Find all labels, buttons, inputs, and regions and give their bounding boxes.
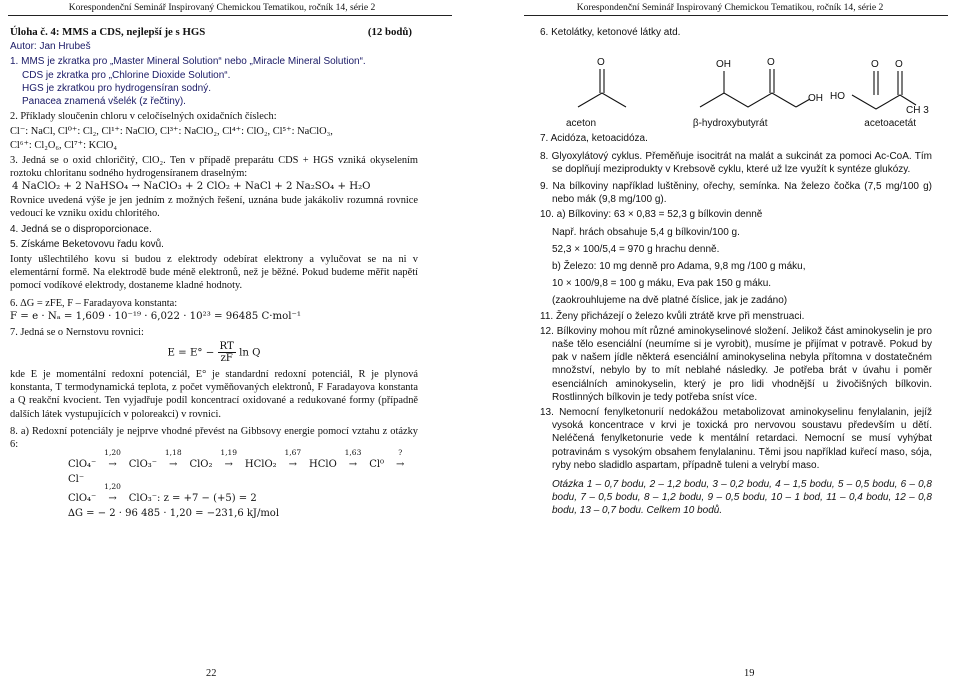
answer-2-list-2: Cl⁶⁺: Cl₂O₆, Cl⁷⁺: KClO₄ xyxy=(10,139,118,151)
equation-7-denominator: zF xyxy=(220,353,233,365)
chain-arrow-6: ? → xyxy=(387,457,413,472)
equation-7-lhs: E = E° − xyxy=(167,347,215,359)
equation-3: 4 NaClO₂ + 2 NaHSO₄ → NaClO₃ + 2 ClO₂ + NaCl + 2 Na₂SO₄ + H₂O xyxy=(12,181,371,193)
answer-r12: 12. Bílkoviny mohou mít různé aminokyselinové složení. Jelikož část aminokyselin je pro naše tělo esenciální (neumíme si je vyrobit), musíme je přijímat v potravě. Pokud by pak v našem jídle některá esenciální aminokyselina nebyla přítomna v dostatečném množství, nebylo by to mít neblahé následky. Je potřeba brát v úvahu i poměr esenciálních aminokyselin, který je pro lidi vhodnější u živočišných bílkovin. Rostlinných bílkovin je tedy potřeba sníst více. xyxy=(540,325,932,403)
label-acetoacetate: acetoacetát xyxy=(864,118,916,130)
chain-value-6: ? xyxy=(398,448,403,458)
page-header-right: Korespondenční Seminář Inspirovaný Chemickou Tematikou, ročník 14, série 2 xyxy=(576,2,884,13)
equation-7-fraction xyxy=(218,341,236,364)
header-rule-right xyxy=(524,15,948,16)
page-number-left: 22 xyxy=(206,668,217,679)
page-header-left: Korespondenční Seminář Inspirovaný Chemickou Tematikou, ročník 14, série 2 xyxy=(68,2,376,13)
chain-species-2: ClO₃⁻ xyxy=(128,459,158,471)
score-breakdown: Otázka 1 – 0,7 bodu, 2 – 1,2 bodu, 3 – 0,2 bodu, 4 – 1,5 bodu, 5 – 0,5 bodu, 6 – 0,8 bodu, 7 – 0,5 bodu, 8 – 1,2 bodu, 9 – 0,5 bodu, 10 – 1 bod, 11 – 0,4 bodu, 12 – 0,8 bodu, 13 – 0,7 bodu. Celkem 10 bodů. xyxy=(552,479,932,517)
chain-species-4: HClO₂ xyxy=(244,459,277,471)
answer-r11: 11. Ženy přicházejí o železo kvůli ztrátě krve při menstruaci. xyxy=(540,310,805,322)
chain-arrow-4: 1,67 → xyxy=(280,457,306,472)
step-species-a: ClO₄⁻ xyxy=(68,493,97,505)
chain-arrow-2: 1,18 → xyxy=(160,457,186,472)
chain-value-2: 1,18 xyxy=(164,448,182,458)
ketone-structures-svg xyxy=(540,43,932,115)
chain-value-5: 1,63 xyxy=(344,448,362,458)
answer-r13: 13. Nemocní fenylketonurií nedokážou metabolizovat aminokyselinu fenylalanin, jejíž vysoká koncentrace v krvi je toxická pro nervovou soustavu především u dětí. Neléčená fenylketonurie vede k mentální retardaci. Nemocní se musí vyhýbat potravinám s vysokým obsahem fenylalaninu. Těmi jsou například kuřecí maso, sója, ryby nebo sladidlo aspartam, případně tuleni a velrybí maso. xyxy=(540,407,932,471)
step-value: 1,20 xyxy=(104,482,121,492)
answer-r9: 9. Na bílkoviny například luštěniny, ořechy, semínka. Na železo čočka (7,5 mg/100 g) nebo mák (9,8 mg/100 g). xyxy=(540,181,932,206)
answer-2-list-1: Cl⁻: NaCl, Cl⁰⁺: Cl₂, Cl¹⁺: NaClO, Cl³⁺: NaClO₂, Cl⁴⁺: ClO₂, Cl⁵⁺: NaClO₃, xyxy=(10,126,333,138)
chain-species-5: HClO xyxy=(309,459,337,471)
chain-value-1: 1,20 xyxy=(104,448,121,458)
answer-1d: Panacea znamená všelék (z řečtiny). xyxy=(22,96,186,108)
ketone-structures xyxy=(540,43,932,115)
chain-value-3: 1,19 xyxy=(220,448,238,458)
task-title-text: Úloha č. 4: MMS a CDS, nejlepší je s HGS xyxy=(10,26,206,38)
answer-1b: CDS je zkratka pro „Chlorine Dioxide Solution“. xyxy=(22,69,231,81)
answer-7: 7. Jedná se o Nernstovu rovnici: xyxy=(10,326,144,338)
acetone-o-label: O xyxy=(597,57,605,69)
answer-5b: Ionty ušlechtilého kovu si budou z elektrody odebírat elektrony a vylučovat se na ni v elementární formě. Na elektrodě bude méně elektronů, než je běžné. Pokud budeme měřit napětí pomocí vodíkové elektrody, dostaneme kladné hodnoty. xyxy=(10,254,418,292)
answer-r10c: 52,3 × 100/5,4 = 970 g hrachu denně. xyxy=(552,243,720,255)
author-line: Autor: Jan Hrubeš xyxy=(10,41,91,53)
answer-1a: 1. MMS je zkratka pro „Master Mineral Solution“ nebo „Miracle Mineral Solution“. xyxy=(10,56,366,68)
equation-7 xyxy=(10,341,418,364)
right-page-column xyxy=(540,26,932,518)
potential-chain xyxy=(10,448,418,487)
answer-r10b: Např. hrách obsahuje 5,4 g bílkovin/100 g. xyxy=(552,226,740,238)
label-acetone: aceton xyxy=(566,118,597,130)
bhb-oh2-label: OH xyxy=(808,93,823,105)
answer-r10f: (zaokrouhlujeme na dvě platné číslice, jak je zadáno) xyxy=(552,295,788,307)
chain-species-3: ClO₂ xyxy=(189,459,213,471)
bhb-oh-label: OH xyxy=(716,59,731,71)
bhb-skeleton xyxy=(700,93,796,107)
step-species-b: ClO₃⁻: z = +7 − (+5) = 2 xyxy=(128,493,257,505)
bhb-o-label: O xyxy=(767,57,775,69)
answer-2: 2. Příklady sloučenin chloru v celočíselných oxidačních číslech: xyxy=(10,111,277,123)
potential-step-z xyxy=(10,482,418,506)
answer-6: 6. ∆G = zFE, F – Faradayova konstanta: xyxy=(10,297,178,309)
acac-ch3-label: CH 3 xyxy=(906,105,929,116)
answer-4: 4. Jedná se o disproporcionace. xyxy=(10,223,152,235)
answer-5: 5. Získáme Beketovovu řadu kovů. xyxy=(10,238,164,250)
answer-7b: kde E je momentální redoxní potenciál, E° je standardní redoxní potenciál, R je plynová konstanta, T termodynamická teplota, z počet vyměňovaných elektronů, F Faradayova konstanta a Q reakční kvocient. Ten vyjadřuje podíl koncentrací oxidované a redukované formy (případně dalších látek vystupujících v poloreakci) v rovnici. xyxy=(10,369,418,420)
gibbs-energy-calc: ∆G = − 2 · 96 485 · 1,20 = −231,6 kJ/mol xyxy=(68,508,280,520)
step-arrow: 1,20 → xyxy=(100,491,126,506)
answer-3b: Rovnice uvedená výše je jen jedním z možných řešení, uznána bude jakákoliv rozumná rovnice vedoucí ke vzniku oxidu chloritého. xyxy=(10,195,418,220)
answer-3: 3. Jedná se o oxid chloričitý, ClO₂. Ten v případě preparátu CDS + HGS vzniká okyselením roztoku chloritanu sodného hydrogensíranem draselným: xyxy=(10,154,418,180)
answer-1c: HGS je zkratkou pro hydrogensíran sodný. xyxy=(22,82,211,94)
equation-6: F = e · Nₐ = 1,609 · 10⁻¹⁹ · 6,022 · 10²³ = 96485 C·mol⁻¹ xyxy=(10,310,302,322)
header-rule-left xyxy=(8,15,452,16)
chain-arrow-1: 1,20 → xyxy=(100,457,126,472)
left-page-column xyxy=(10,26,418,521)
answer-8: 8. a) Redoxní potenciály je nejprve vhodné převést na Gibbsovy energie pomocí vztahu z otázky 6: xyxy=(10,425,418,451)
chain-value-4: 1,67 xyxy=(284,448,302,458)
answer-r8: 8. Glyoxylátový cyklus. Přeměňuje isocitrát na malát a sukcinát za pomoci Ac-CoA. Tím se doplňují meziprodukty v Krebsově cyklu, které už lze využít k syntéze glukózy. xyxy=(540,150,932,175)
answer-r7: 7. Acidóza, ketoacidóza. xyxy=(540,133,648,145)
chain-arrow-3: 1,19 → xyxy=(216,457,242,472)
equation-7-rhs: ln Q xyxy=(239,347,261,359)
equation-7-numerator: RT xyxy=(219,341,234,353)
label-bhb: β-hydroxybutyrát xyxy=(692,118,768,130)
chain-species-6: Cl⁰ xyxy=(369,459,385,471)
page-number-right: 19 xyxy=(744,668,755,679)
acac-ho-label: HO xyxy=(830,91,845,103)
acac-o2-label: O xyxy=(895,59,903,71)
answer-r10: 10. a) Bílkoviny: 63 × 0,83 = 52,3 g bílkovin denně xyxy=(540,209,763,221)
acetone-skeleton xyxy=(578,93,626,107)
chain-species-7: Cl⁻ xyxy=(68,474,85,486)
chain-arrow-5: 1,63 → xyxy=(340,457,366,472)
answer-r10e: 10 × 100/9,8 = 100 g máku, Eva pak 150 g máku. xyxy=(552,278,772,290)
task-title xyxy=(10,26,418,39)
answer-r10d: b) Železo: 10 mg denně pro Adama, 9,8 mg /100 g máku, xyxy=(552,261,806,273)
chain-species-1: ClO₄⁻ xyxy=(68,459,97,471)
answer-r6: 6. Ketolátky, ketonové látky atd. xyxy=(540,27,681,38)
acac-o1-label: O xyxy=(871,59,879,71)
structure-labels xyxy=(540,117,932,130)
task-points: (12 bodů) xyxy=(367,26,412,38)
